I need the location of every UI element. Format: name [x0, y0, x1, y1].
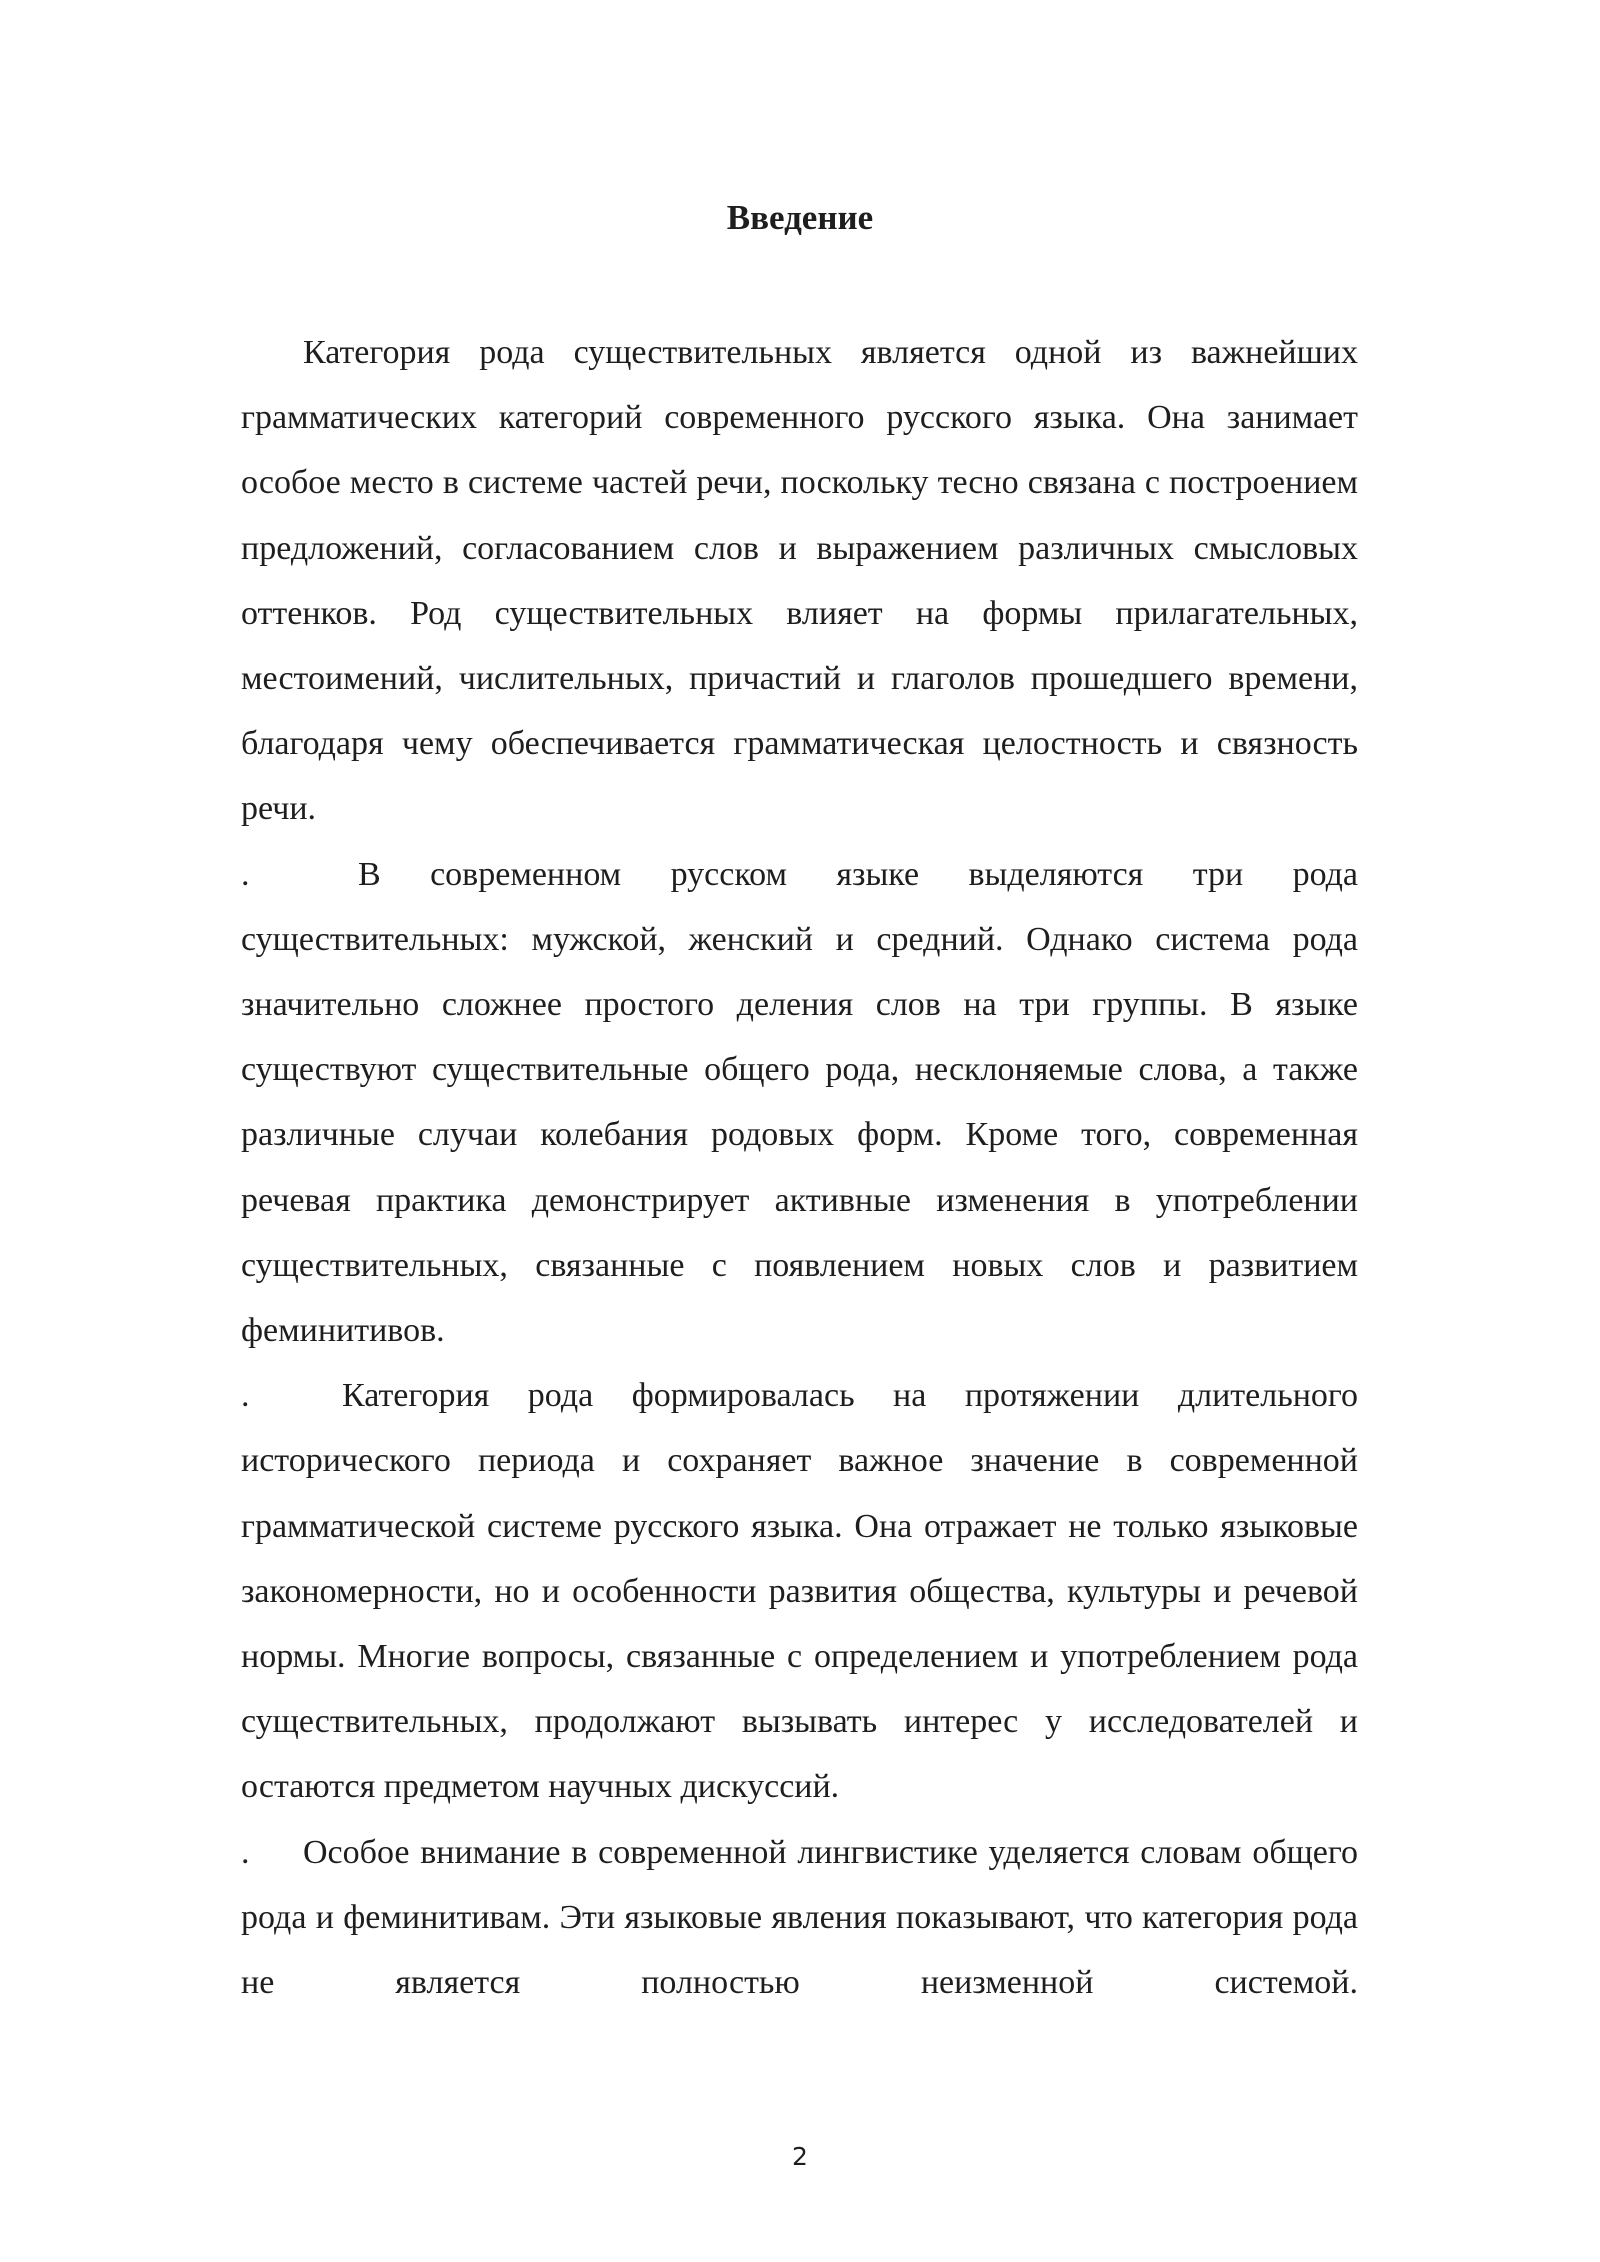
- paragraph-1: [241, 320, 1358, 842]
- paragraph-2-text: В современном русском языке выделяются три рода существительных: мужской, женский и средний. Однако система рода значительно сложнее простого деления слов на три группы. В языке существуют существительные общего рода, несклоняемые слова, а также различные случаи колебания родовых форм. Кроме того, современная речевая практика демонстрирует активные изменения в употреблении существительных, связанные с появлением новых слов и развитием феминитивов.: [241, 855, 1358, 1350]
- paragraph-3: [241, 1363, 1358, 1819]
- paragraph-1-text: Категория рода существительных является одной из важнейших грамматических категорий современного русского языка. Она занимает особое место в системе частей речи, поскольку тесно связана с построением предложений, согласованием слов и выражением различных смысловых оттенков. Род существительных влияет на формы прилагательных, местоимений, числительных, причастий и глаголов прошедшего времени, благодаря чему обеспечивается грамматическая целостность и связность речи.: [241, 334, 1358, 828]
- page-title: Введение: [726, 198, 874, 237]
- paragraph-4-marker: .: [241, 1833, 250, 1871]
- paragraph-3-text: Категория рода формировалась на протяжении длительного исторического периода и сохраняет важное значение в современной грамматической системе русского языка. Она отражает не только языковые закономерности, но и особенности развития общества, культуры и речевой нормы. Многие вопросы, связанные с определением и употреблением рода существительных, продолжают вызывать интерес у исследователей и остаются предметом научных дискуссий.: [241, 1377, 1358, 1806]
- paragraph-4-text: Особое внимание в современной лингвистике уделяется словам общего рода и феминитивам. Эти языковые явления показывают, что категория рода не является полностью неизменной системой.: [241, 1833, 1358, 2002]
- paragraph-4: [241, 1820, 1358, 2016]
- document-body: [241, 320, 1358, 2015]
- paragraph-3-marker: .: [241, 1377, 250, 1415]
- paragraph-2-marker: .: [241, 855, 250, 893]
- page-number: 2: [792, 2142, 808, 2171]
- paragraph-2: [241, 842, 1358, 1364]
